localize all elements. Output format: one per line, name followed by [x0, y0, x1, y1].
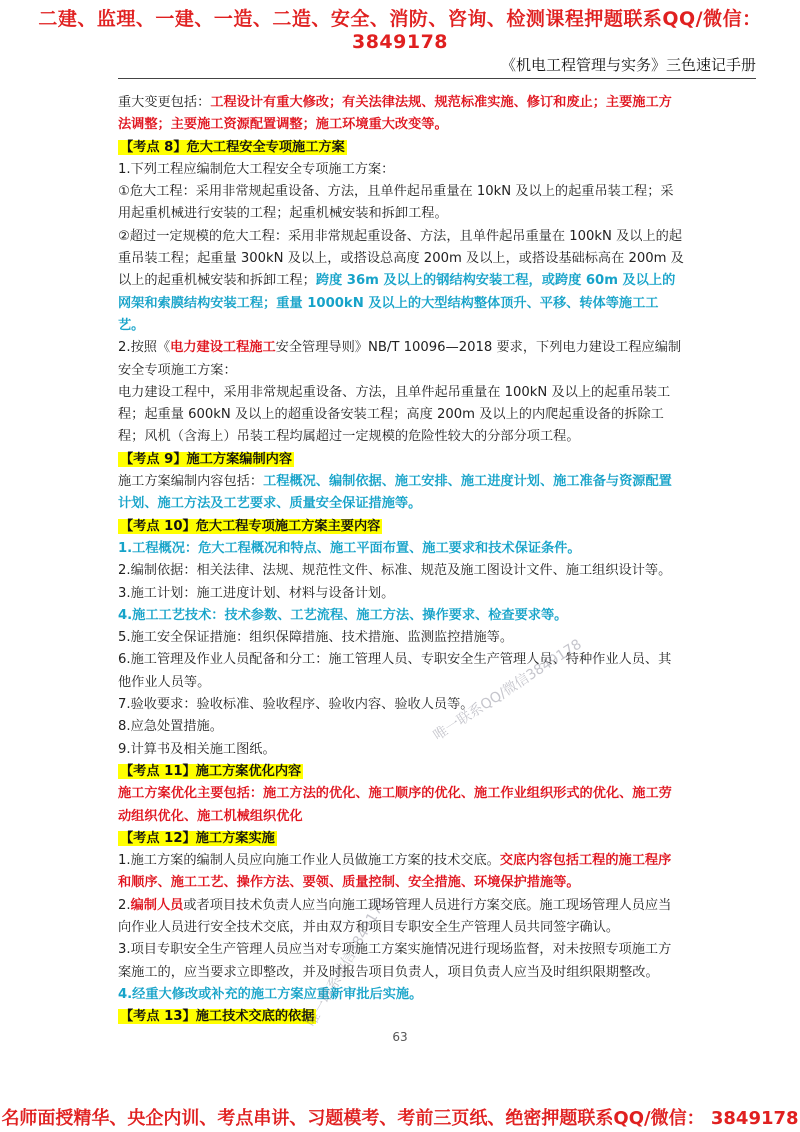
- paragraph-k8-power: 2.按照《电力建设工程施工安全管理导则》NB/T 10096—2018 要求，下列电力建设工程应编制安全专项施工方案：: [118, 340, 682, 378]
- bottom-promo-banner: 名师面授精华、央企内训、考点串讲、习题模考、考前三页纸、绝密押题联系QQ/微信： 3849178: [1, 1108, 799, 1129]
- header-divider: [118, 78, 756, 79]
- paragraph-k9: 施工方案编制内容包括：工程概况、编制依据、施工安排、施工进度计划、施工准备与资源配置计划、施工方法及工艺要求、质量安全保证措施等。: [118, 474, 672, 512]
- paragraph-k11: 施工方案优化主要包括：施工方法的优化、施工顺序的优化、施工作业组织形式的优化、施工劳动组织优化、施工机械组织优化: [118, 786, 672, 824]
- kaodian-8-heading: 【考点 8】危大工程安全专项施工方案: [120, 139, 345, 155]
- list-item: 6.施工管理及作业人员配备和分工：施工管理人员、专职安全生产管理人员、特种作业人员、其他作业人员等。: [118, 652, 672, 690]
- paragraph-k12-item3: 3.项目专职安全生产管理人员应当对专项施工方案实施情况进行现场监督，对未按照专项施工方案施工的，应当要求立即整改，并及时报告项目负责人，项目负责人应当及时组织限期整改。: [118, 942, 672, 980]
- paragraph-k8-item1: ①危大工程：采用非常规起重设备、方法，且单件起吊重量在 10kN 及以上的起重吊装工程；采用起重机械进行安装的工程；起重机械安装和拆卸工程。: [118, 184, 674, 222]
- page-content: [118, 92, 684, 1028]
- kaodian-10-heading: 【考点 10】危大工程专项施工方案主要内容: [120, 518, 381, 534]
- list-item: 1.工程概况：危大工程概况和特点、施工平面布置、施工要求和技术保证条件。: [118, 540, 581, 556]
- paragraph-k12-item2: 2.编制人员或者项目技术负责人应当向施工现场管理人员进行方案交底。施工现场管理人员应当向作业人员进行安全技术交底，并由双方和项目专职安全生产管理人员共同签字确认。: [118, 897, 672, 935]
- paragraph-k8-item2: ②超过一定规模的危大工程：采用非常规起重设备、方法，且单件起吊重量在 100kN 及以上的起重吊装工程；起重量 300kN 及以上，或搭设总高度 200m 及以上，或搭设基础标高在 200m 及以上的起重机械安装和拆卸工程；跨度 36m 及以上的钢结构安装工程，或跨度 60m 及以上的网架和索膜结构安装工程；重量 1000kN 及以上的大型结构整体顶升、平移、转体等施工工艺。: [118, 228, 684, 333]
- kaodian-9-heading: 【考点 9】施工方案编制内容: [120, 451, 293, 467]
- list-item: 2.编制依据：相关法律、法规、规范性文件、标准、规范及施工图设计文件、施工组织设计等。: [118, 563, 672, 579]
- list-item: 3.施工计划：施工进度计划、材料与设备计划。: [118, 585, 395, 601]
- paragraph-k12-item4: 4.经重大修改或补充的施工方案应重新审批后实施。: [118, 986, 423, 1002]
- list-item: 5.施工安全保证措施：组织保障措施、技术措施、监测监控措施等。: [118, 630, 514, 646]
- list-item: 9.计算书及相关施工图纸。: [118, 741, 276, 757]
- kaodian-12-heading: 【考点 12】施工方案实施: [120, 830, 275, 846]
- kaodian-11-heading: 【考点 11】施工方案优化内容: [120, 763, 302, 779]
- list-item: 7.验收要求：验收标准、验收程序、验收内容、验收人员等。: [118, 697, 474, 713]
- book-title: 《机电工程管理与实务》三色速记手册: [500, 56, 756, 74]
- paragraph-k8-power-detail: 电力建设工程中，采用非常规起重设备、方法，且单件起吊重量在 100kN 及以上的起重吊装工程；起重量 600kN 及以上的超重设备安装工程；高度 200m 及以上的内爬起重设备的拆除工程；风机（含海上）吊装工程均属超过一定规模的危险性较大的分部分项工程。: [118, 384, 671, 445]
- list-item: 8.应急处置措施。: [118, 719, 223, 735]
- kaodian-13-heading: 【考点 13】施工技术交底的依据: [120, 1009, 315, 1025]
- list-item: 4.施工工艺技术：技术参数、工艺流程、施工方法、操作要求、检查要求等。: [118, 607, 568, 623]
- watermark-text: 唯一联系QQ/微信3849178: [430, 636, 585, 745]
- paragraph-k12-item1: 1.施工方案的编制人员应向施工作业人员做施工方案的技术交底。交底内容包括工程的施工程序和顺序、施工工艺、操作方法、要领、质量控制、安全措施、环境保护措施等。: [118, 853, 672, 891]
- paragraph-major-change: 重大变更包括：工程设计有重大修改；有关法律法规、规范标准实施、修订和废止；主要施工方法调整；主要施工资源配置调整；施工环境重大改变等。: [118, 95, 672, 133]
- paragraph-k8-intro: 1.下列工程应编制危大工程安全专项施工方案：: [118, 161, 395, 177]
- top-promo-banner: 二建、监理、一建、一造、二造、安全、消防、咨询、检测课程押题联系QQ/微信：3849178: [38, 8, 762, 53]
- page-number: 63: [392, 1030, 408, 1044]
- watermark-text: 唯一联系微信3849178: [303, 894, 391, 1030]
